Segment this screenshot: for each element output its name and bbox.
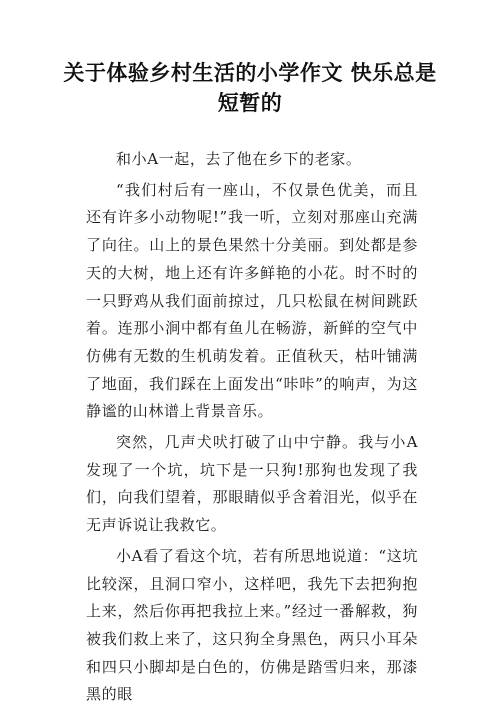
document-title: 关于体验乡村生活的小学作文 快乐总是短暂的 bbox=[63, 61, 437, 115]
paragraph-4: 小A看了看这个坑，若有所思地说道：“这坑比较深，且洞口窄小，这样吧，我先下去把狗抱上来，然后你再把我拉上来。”经过一番解救，狗被我们救上来了，这只狗全身黑色，两只小耳朵和四只小脚却是白色的，仿佛是踏雪归来，那漆黑的眼 bbox=[86, 546, 418, 704]
paragraph-3: 突然，几声犬吠打破了山中宁静。我与小A发现了一个坑，坑下是一只狗!那狗也发现了我们，向我们望着，那眼睛似乎含着泪光，似乎在无声诉说让我救它。 bbox=[86, 433, 418, 535]
paragraph-1: 和小A一起，去了他在乡下的老家。 bbox=[116, 150, 362, 168]
article-body bbox=[86, 146, 418, 712]
paragraph-2: “我们村后有一座山，不仅景色优美，而且还有许多小动物呢!”我一听，立刻对那座山充满了向往。山上的景色果然十分美丽。到处都是参天的大树，地上还有许多鲜艳的小花。时不时的一只野鸡从我们面前掠过，几只松鼠在树间跳跃着。连那小涧中都有鱼儿在畅游，新鲜的空气中仿佛有无数的生机萌发着。正值秋天，枯叶铺满了地面，我们踩在上面发出“咔咔”的响声，为这静谧的山林谱上背景音乐。 bbox=[86, 180, 418, 421]
